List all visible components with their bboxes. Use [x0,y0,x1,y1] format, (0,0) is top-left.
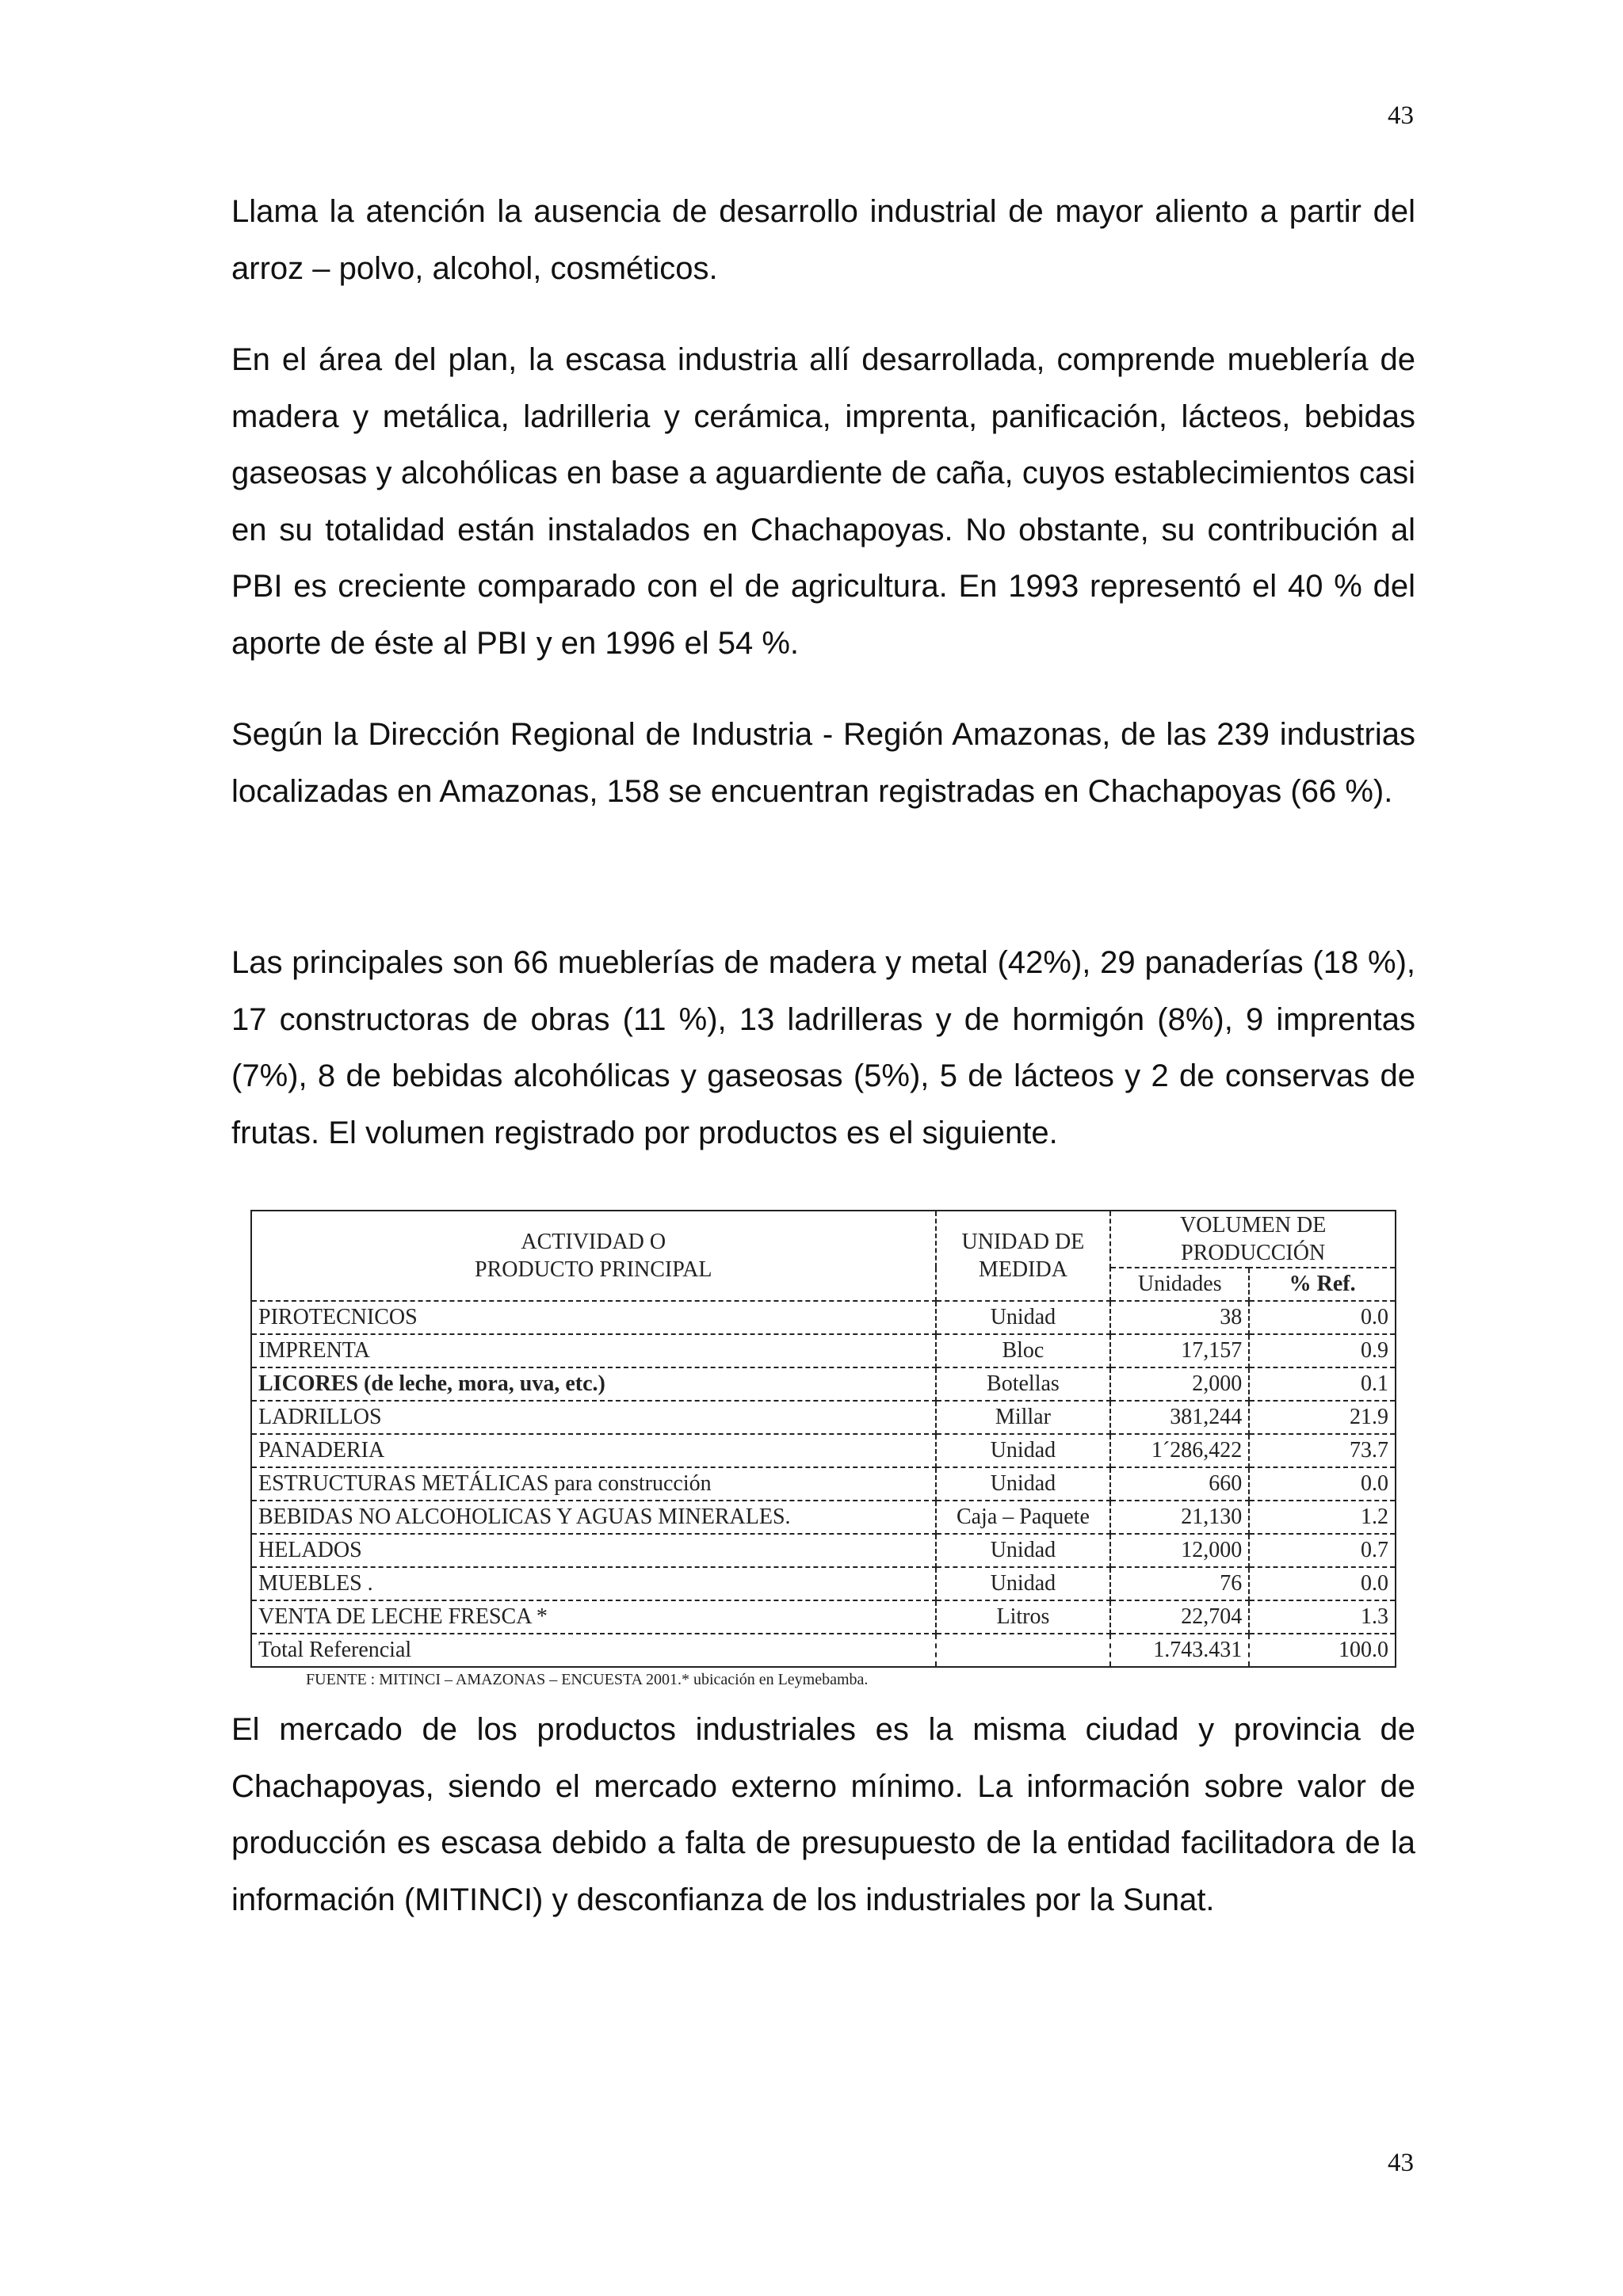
cell-activity: VENTA DE LECHE FRESCA * [251,1600,936,1634]
cell-ref: 1.3 [1249,1600,1396,1634]
cell-units: 12,000 [1110,1534,1249,1567]
page-number-top: 43 [1388,101,1414,130]
cell-ref: 1.2 [1249,1501,1396,1534]
table-row [251,1401,1396,1434]
header-unit-line2: MEDIDA [978,1257,1067,1282]
cell-ref: 0.7 [1249,1534,1396,1567]
header-activity-line2: PRODUCTO PRINCIPAL [475,1257,712,1282]
cell-units: 38 [1110,1301,1249,1334]
production-table [250,1210,1396,1668]
paragraph-arroz: Llama la atención la ausencia de desarrollo industrial de mayor aliento a partir del arroz – polvo, alcohol, cosméticos. [231,194,1415,286]
cell-ref: 0.0 [1249,1567,1396,1600]
header-volume [1110,1211,1396,1268]
cell-ref: 0.9 [1249,1334,1396,1367]
cell-activity: PIROTECNICOS [251,1301,936,1334]
paragraph-principales: Las principales son 66 mueblerías de madera y metal (42%), 29 panaderías (18 %), 17 constructoras de obras (11 %), 13 ladrilleras y de hormigón (8%), 9 imprentas (7%), 8 de bebidas alcohólicas y gaseosas (5%), 5 de lácteos y 2 de conservas de frutas. El volumen registrado por productos es el siguiente. [231,945,1415,1150]
cell-units: 17,157 [1110,1334,1249,1367]
cell-activity: LADRILLOS [251,1401,936,1434]
cell-unit: Unidad [936,1467,1111,1501]
cell-unit: Unidad [936,1567,1111,1600]
cell-ref: 0.0 [1249,1467,1396,1501]
cell-activity: HELADOS [251,1534,936,1567]
header-unit-line1: UNIDAD DE [961,1230,1085,1254]
cell-activity: IMPRENTA [251,1334,936,1367]
cell-units: 381,244 [1110,1401,1249,1434]
cell-unit: Unidad [936,1534,1111,1567]
cell-ref: 73.7 [1249,1434,1396,1467]
cell-activity: Total Referencial [251,1634,936,1667]
table-row [251,1301,1396,1334]
cell-units: 76 [1110,1567,1249,1600]
paragraph-industria: En el área del plan, la escasa industria allí desarrollada, comprende mueblería de madera y metálica, ladrilleria y cerámica, imprenta, panificación, lácteos, bebidas gaseosas y alcohólicas en base a aguardiente de caña, cuyos establecimientos casi en su totalidad están instalados en Chachapoyas. No obstante, su contribución al PBI es creciente comparado con el de agricultura. En 1993 representó el 40 % del aporte de éste al PBI y en 1996 el 54 %. [231,342,1415,661]
page-number-bottom: 43 [1388,2149,1414,2177]
header-units: Unidades [1110,1268,1249,1301]
cell-unit: Litros [936,1600,1111,1634]
cell-activity: PANADERIA [251,1434,936,1467]
table-row [251,1334,1396,1367]
cell-unit: Bloc [936,1334,1111,1367]
table-row [251,1367,1396,1401]
cell-units: 22,704 [1110,1600,1249,1634]
table-row [251,1600,1396,1634]
table-row [251,1567,1396,1600]
cell-ref: 0.0 [1249,1301,1396,1334]
paragraph-mercado: El mercado de los productos industriales es la misma ciudad y provincia de Chachapoyas, siendo el mercado externo mínimo. La información sobre valor de producción es escasa debido a falta de presupuesto de la entidad facilitadora de la información (MITINCI) y desconfianza de los industriales por la Sunat. [231,1712,1415,1917]
cell-unit: Unidad [936,1434,1111,1467]
header-volume-line2: PRODUCCIÓN [1181,1241,1326,1265]
cell-unit: Caja – Paquete [936,1501,1111,1534]
cell-ref: 21.9 [1249,1401,1396,1434]
table-row-total [251,1634,1396,1667]
table-source-note: FUENTE : MITINCI – AMAZONAS – ENCUESTA 2001.* ubicación en Leymebamba. [306,1671,869,1688]
cell-unit: Botellas [936,1367,1111,1401]
cell-units: 21,130 [1110,1501,1249,1534]
production-table-block [250,1210,1396,1689]
cell-activity: BEBIDAS NO ALCOHOLICAS Y AGUAS MINERALES. [251,1501,936,1534]
cell-activity: LICORES (de leche, mora, uva, etc.) [251,1367,936,1401]
cell-activity: MUEBLES . [251,1567,936,1600]
cell-unit [936,1634,1111,1667]
cell-unit: Unidad [936,1301,1111,1334]
cell-ref: 100.0 [1338,1638,1388,1662]
header-ref: % Ref. [1249,1268,1396,1301]
table-row [251,1434,1396,1467]
header-activity-line1: ACTIVIDAD O [521,1230,666,1254]
header-activity [251,1211,936,1301]
cell-units: 2,000 [1110,1367,1249,1401]
header-unit [936,1211,1111,1301]
cell-ref: 0.1 [1249,1367,1396,1401]
header-volume-line1: VOLUMEN DE [1180,1213,1327,1238]
cell-unit: Millar [936,1401,1111,1434]
table-row [251,1501,1396,1534]
table-row [251,1534,1396,1567]
cell-units: 1´286,422 [1110,1434,1249,1467]
cell-activity: ESTRUCTURAS METÁLICAS para construcción [251,1467,936,1501]
paragraph-direccion-regional: Según la Dirección Regional de Industria - Región Amazonas, de las 239 industrias localizadas en Amazonas, 158 se encuentran registradas en Chachapoyas (66 %). [231,717,1415,809]
cell-units: 660 [1110,1467,1249,1501]
cell-units: 1.743.431 [1110,1634,1249,1667]
table-row [251,1467,1396,1501]
